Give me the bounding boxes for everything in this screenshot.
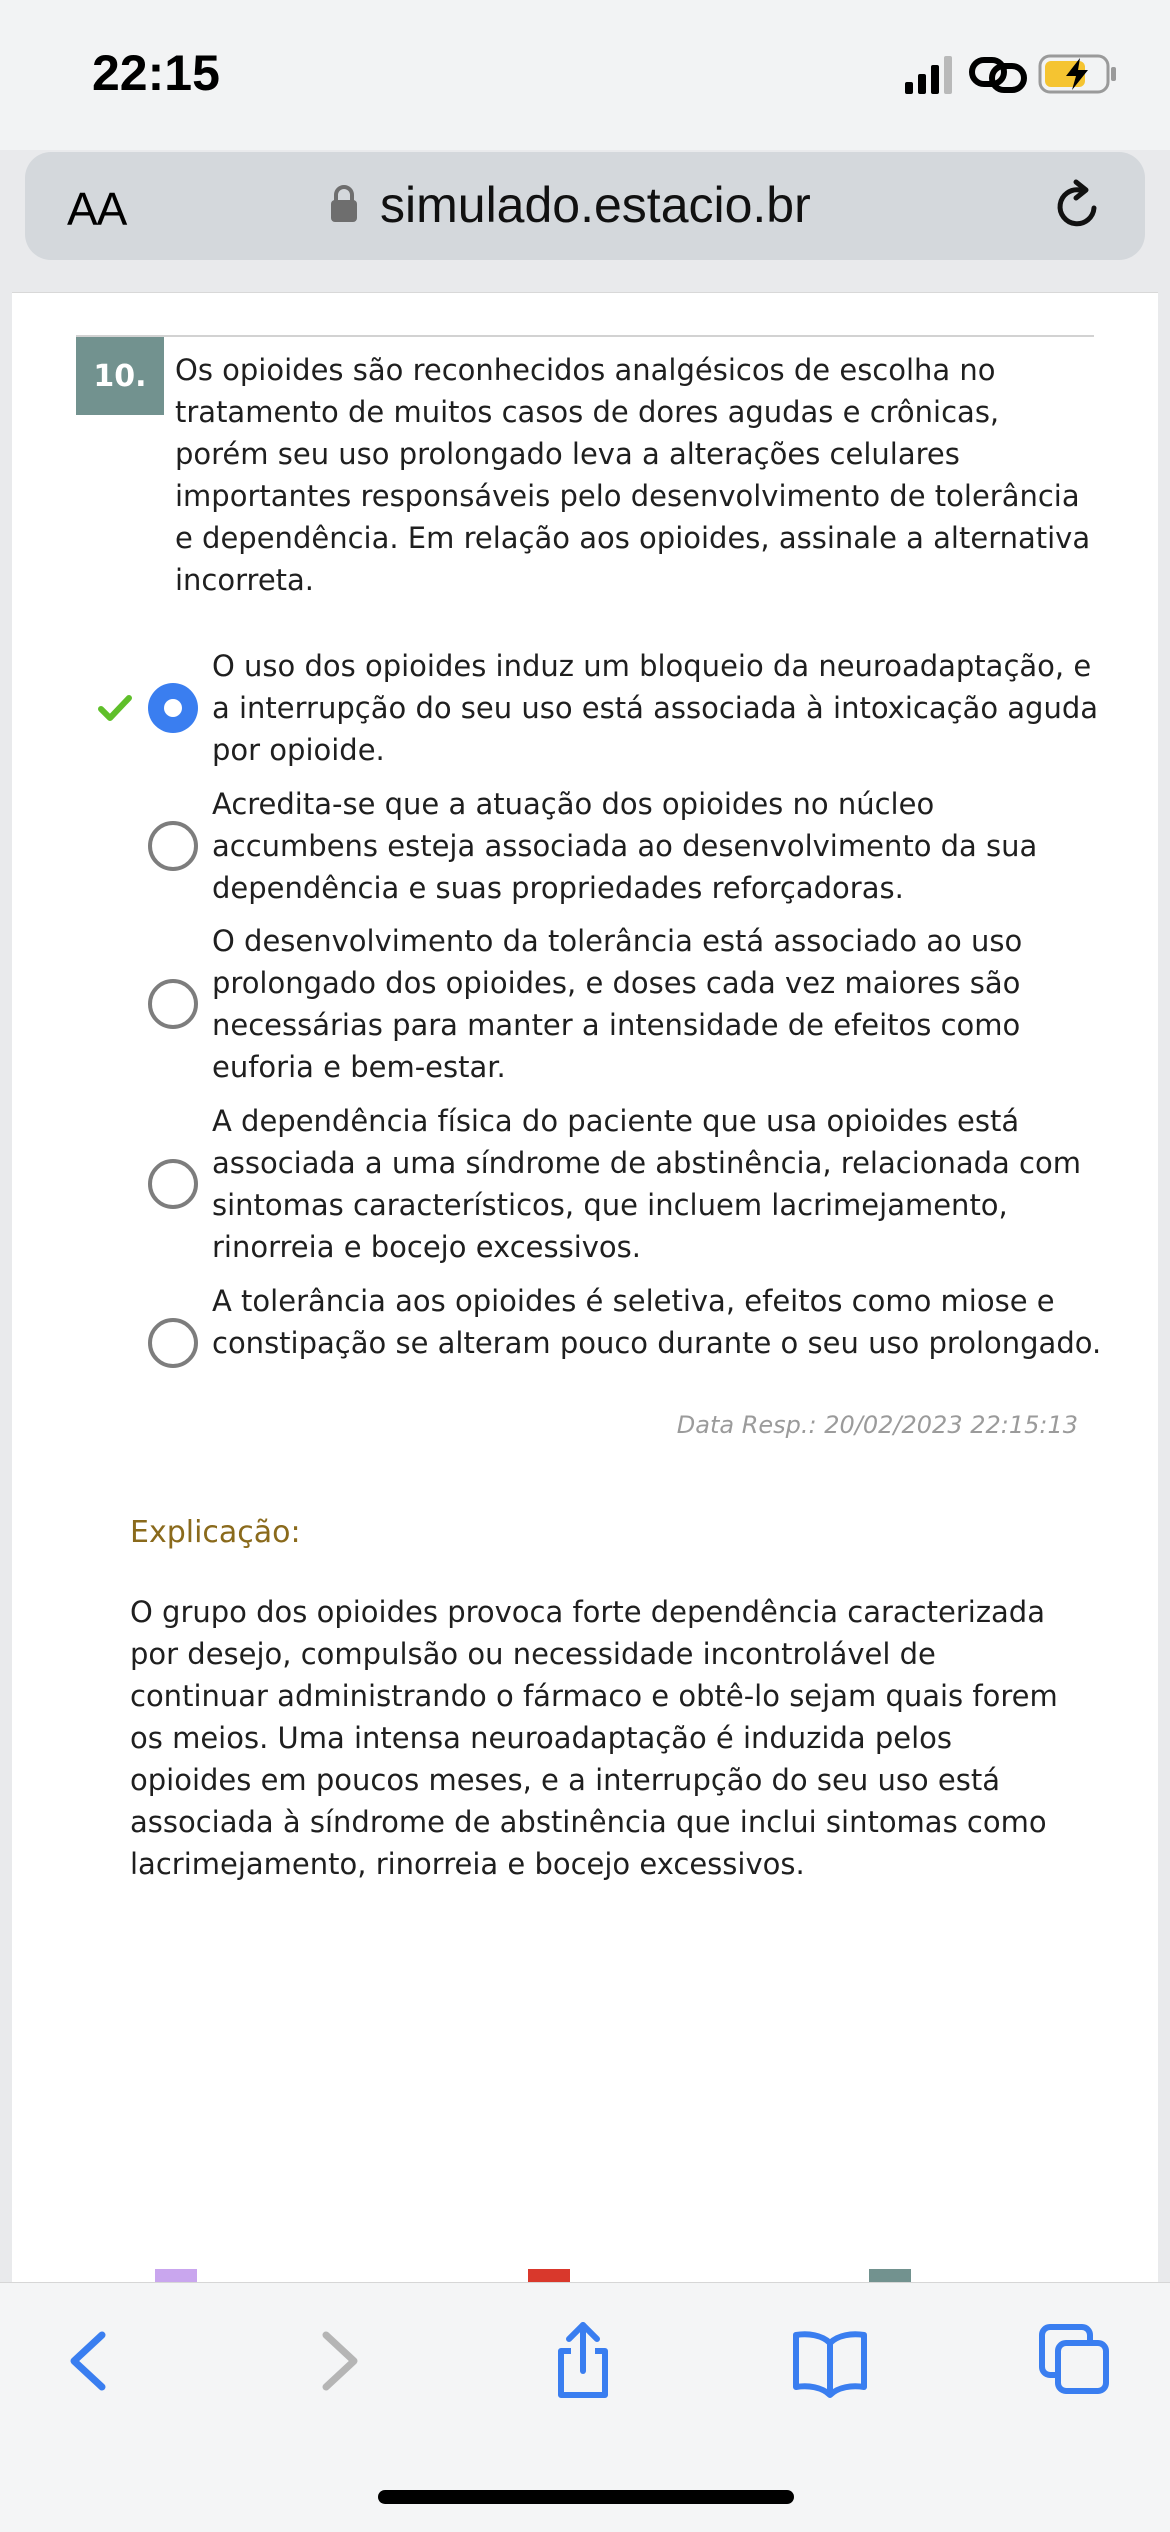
link-icon [968,52,1028,96]
response-date: Data Resp.: 20/02/2023 22:15:13 [676,1411,1078,1439]
reload-icon[interactable] [1050,178,1106,234]
home-indicator[interactable] [378,2490,794,2504]
page-tab-marker [155,2269,197,2283]
question-text: Os opioides são reconhecidos analgésicos de escolha no tratamento de muitos casos de dores agudas e crônicas, porém seu uso prolongado leva a alterações celulares importantes responsáveis pelo desenvolvimento de tolerância e dependência. Em relação aos opioides, assinale a alternativa incorreta. [175,353,1091,597]
address-bar[interactable] [25,152,1145,260]
option-3-radio[interactable] [148,979,198,1029]
option-5-text[interactable]: A tolerância aos opioides é seletiva, efeitos como miose e constipação se alteram pouco durante o seu uso prolongado. [212,1284,1102,1360]
option-4-text[interactable]: A dependência física do paciente que usa opioides está associada a uma síndrome de abstinência, relacionada com sintomas característicos, que incluem lacrimejamento, rinorreia e bocejo excessivos. [212,1104,1081,1264]
option-2-radio[interactable] [148,821,198,871]
option-4-radio[interactable] [148,1159,198,1209]
check-icon [98,693,132,723]
status-bar [0,0,1170,150]
explanation-title: Explicação: [130,1515,301,1550]
forward-icon[interactable] [300,2321,380,2401]
option-1-radio[interactable] [148,683,198,733]
lock-icon [329,184,359,224]
option-1-text[interactable]: O uso dos opioides induz um bloqueio da neuroadaptação, e a interrupção do seu uso está associada à intoxicação aguda por opioide. [212,649,1099,767]
status-time: 22:15 [92,45,220,101]
question-number: 10. [76,337,164,415]
option-5-radio[interactable] [148,1318,198,1368]
explanation-text: O grupo dos opioides provoca forte dependência caracterizada por desejo, compulsão ou necessidade incontrolável de continuar administrando o fármaco e obtê-lo sejam quais forem os meios. Uma intensa neuroadaptação é induzida pelos opioides em poucos meses, e a interrupção do seu uso está associada à síndrome de abstinência que inclui sintomas como lacrimejamento, rinorreia e bocejo excessivos. [130,1595,1058,1881]
signal-icon [905,56,955,94]
question-divider [76,335,1094,337]
option-3-text[interactable]: O desenvolvimento da tolerância está associado ao uso prolongado dos opioides, e doses cada vez maiores são necessárias para manter a intensidade de efeitos como euforia e bem-estar. [212,924,1023,1084]
tabs-icon[interactable] [1036,2321,1116,2401]
battery-charging-icon [1038,52,1118,96]
page-tab-marker [869,2269,911,2283]
bookmarks-icon[interactable] [790,2321,870,2401]
option-2-text[interactable]: Acredita-se que a atuação dos opioides no núcleo accumbens esteja associada ao desenvolvimento da sua dependência e suas propriedades reforçadoras. [212,787,1038,905]
text-size-button[interactable]: AA [67,183,127,235]
page-tab-marker [528,2269,570,2283]
share-icon[interactable] [543,2321,623,2401]
page-content [12,292,1158,2282]
url-text[interactable]: simulado.estacio.br [380,177,811,233]
back-icon[interactable] [48,2321,128,2401]
